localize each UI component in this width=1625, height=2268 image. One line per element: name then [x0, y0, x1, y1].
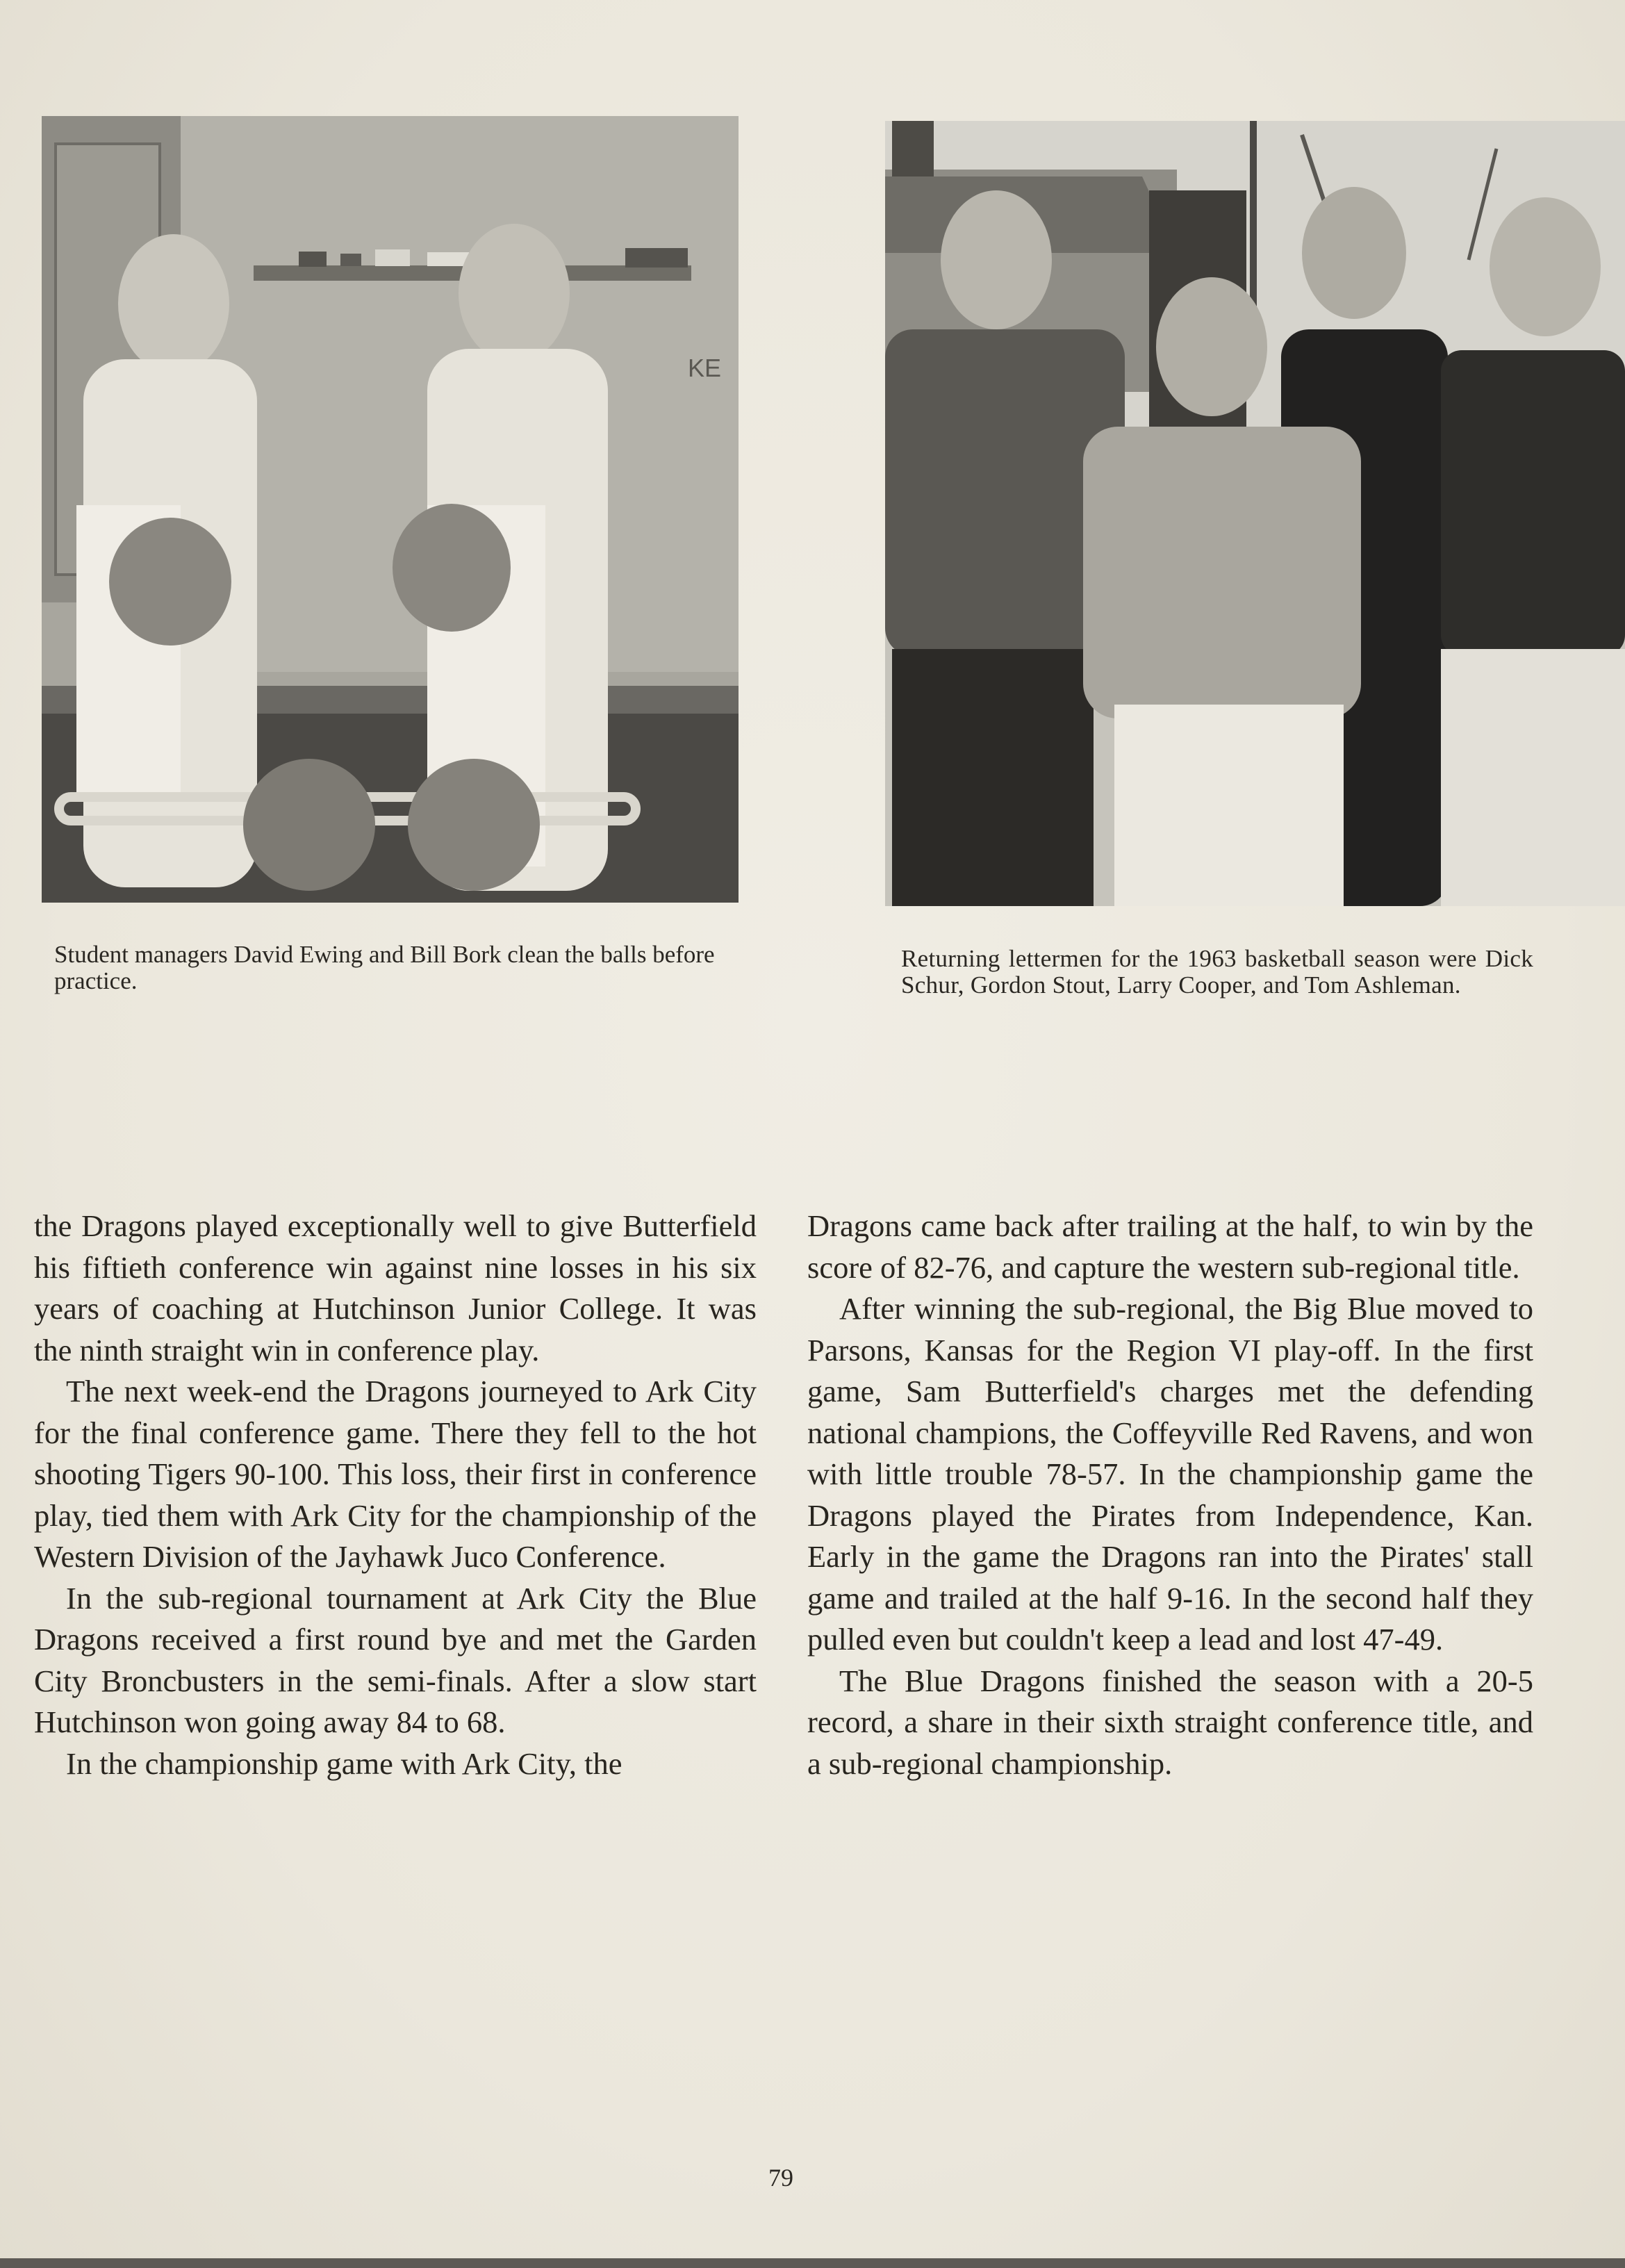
article-paragraph: After winning the sub-regional, the Big Blue moved to Parsons, Kansas for the Region VI play-off. In the first game, Sam Butterfield's charges met the defending national champions, the Coffeyville Red Ravens, and won with little trouble 78-57. In the championship game the Dragons played the Pirates from Independence, Kan. Early in the game the Dragons ran into the Pirates' stall game and trailed at the half 9-16. In the second half they pulled even but couldn't keep a lead and lost 47-49. [807, 1291, 1533, 1657]
page-bottom-edge [0, 2258, 1625, 2268]
photo-returning-lettermen [885, 121, 1625, 906]
caption-returning-lettermen: Returning lettermen for the 1963 basketball season were Dick Schur, Gordon Stout, Larry Cooper, and Tom Ashleman. [901, 945, 1533, 999]
article-paragraph: The next week-end the Dragons journeyed to Ark City for the final conference game. There they fell to the hot shooting Tigers 90-100. This loss, their first in conference play, tied them with Ark City for the championship of the Western Division of the Jayhawk Juco Conference. [34, 1374, 757, 1574]
article-paragraph: the Dragons played exceptionally well to give Butterfield his fiftieth conference win against nine losses in his six years of coaching at Hutchinson Junior College. It was the ninth straight win in conference play. [34, 1208, 757, 1367]
photo-student-managers-image [42, 116, 739, 903]
article-paragraph: In the sub-regional tournament at Ark City the Blue Dragons received a first round bye and met the Garden City Broncbusters in the semi-finals. After a slow start Hutchinson won going away 84 to 68. [34, 1580, 757, 1739]
caption-student-managers: Student managers David Ewing and Bill Bork clean the balls before practice. [54, 941, 715, 994]
article-column-left [34, 1206, 757, 1784]
article-paragraph: The Blue Dragons finished the season with a 20-5 record, a share in their sixth straight conference title, and a sub-regional championship. [807, 1663, 1533, 1781]
page-number: 79 [768, 2164, 793, 2192]
photo-returning-lettermen-image [885, 121, 1625, 906]
photo-wall-lettering: KE [688, 354, 722, 382]
article-paragraph: Dragons came back after trailing at the half, to win by the score of 82-76, and capture the western sub-regional title. [807, 1208, 1533, 1285]
article-column-right [807, 1206, 1533, 1784]
photo-student-managers [42, 116, 739, 903]
article-paragraph: In the championship game with Ark City, the [66, 1745, 622, 1781]
